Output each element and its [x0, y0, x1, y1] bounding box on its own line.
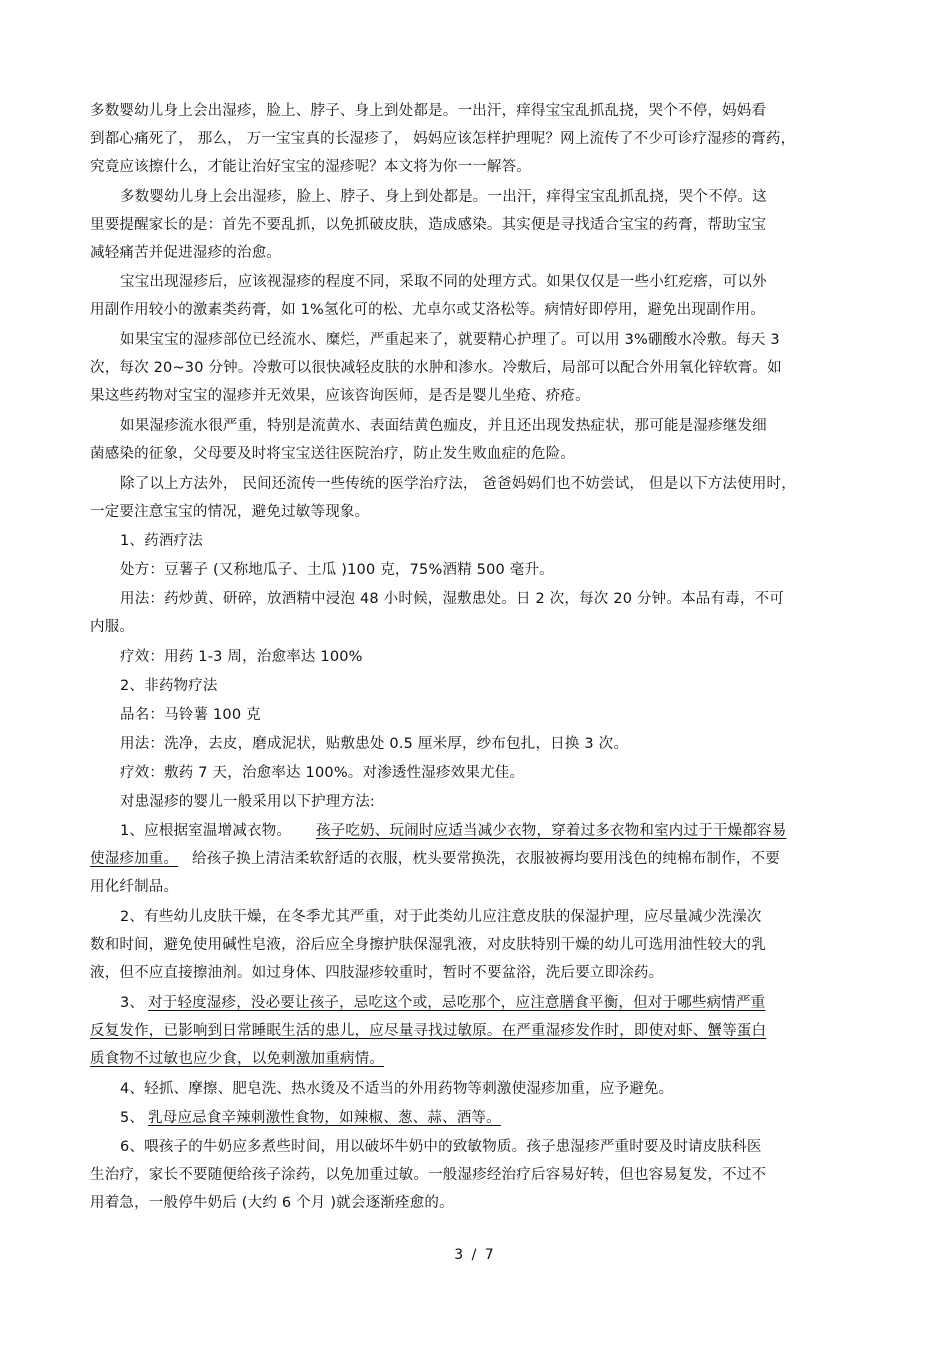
paragraph-line: 一定要注意宝宝的情况，避免过敏等现象。 [90, 504, 370, 520]
list-item-lead: 1、应根据室温增减衣物。 [120, 823, 292, 839]
paragraph-line: 宝宝出现湿疹后，应该视湿疹的程度不同，采取不同的处理方式。如果仅仅是一些小红疙瘩，可以外 [120, 274, 767, 290]
paragraph-line: 液，但不应直接擦油剂。如过身体、四肢湿疹较重时，暂时不要盆浴，洗后要立即涂药。 [90, 965, 664, 981]
underlined-text: 使湿疹加重。 [90, 851, 179, 867]
paragraph-line: 对患湿疹的婴儿一般采用以下护理方法: [120, 794, 375, 810]
paragraph-line: 菌感染的征象，父母要及时将宝宝送往医院治疗，防止发生败血症的危险。 [90, 446, 576, 462]
paragraph-line: 用化纤制品。 [90, 879, 179, 895]
paragraph-line: 减轻痛苦并促进湿疹的治愈。 [90, 245, 282, 261]
underlined-text: 质食物不过敏也应少食，以免刺激加重病情。 [90, 1051, 384, 1067]
paragraph-line: 内服。 [90, 619, 135, 635]
paragraph-line: 到都心痛死了， 那么， 万一宝宝真的长湿疹了， 妈妈应该怎样护理呢？网上流传了不少可诊疗湿疹的膏药， [90, 131, 796, 147]
paragraph-line: 如果宝宝的湿疹部位已经流水、糜烂，严重起来了，就要精心护理了。可以用 3%硼酸水冷敷。每天 3 [120, 332, 780, 348]
underlined-text: 乳母应忌食辛辣刺激性食物，如辣椒、葱、蒜、酒等。 [148, 1110, 501, 1126]
section-heading: 2、非药物疗法 [120, 678, 218, 694]
underlined-text: 反复发作，已影响到日常睡眠生活的患儿，应尽量寻找过敏原。在严重湿疹发作时，即使对虾、蟹等蛋白 [90, 1023, 767, 1039]
paragraph-line: 2、有些幼儿皮肤干燥，在冬季尤其严重，对于此类幼儿应注意皮肤的保湿护理，应尽量减少洗澡次 [120, 909, 762, 925]
paragraph-line: 疗效：敷药 7 天，治愈率达 100%。对渗透性湿疹效果尤佳。 [120, 765, 525, 781]
paragraph-line: 用副作用较小的激素类药膏，如 1%氢化可的松、尤卓尔或艾洛松等。病情好即停用，避免出现副作用。 [90, 302, 766, 318]
paragraph-line: 除了以上方法外， 民间还流传一些传统的医学治疗法， 爸爸妈妈们也不妨尝试， 但是以下方法使用时， [120, 476, 796, 492]
paragraph-line: 6、喂孩子的牛奶应多煮些时间，用以破坏牛奶中的致敏物质。孩子患湿疹严重时要及时请皮肤科医 [120, 1139, 762, 1155]
paragraph-line: 用法：洗净，去皮，磨成泥状，贴敷患处 0.5 厘米厚，纱布包扎，日换 3 次。 [120, 736, 629, 752]
paragraph-line: 多数婴幼儿身上会出湿疹，脸上、脖子、身上到处都是。一出汗，痒得宝宝乱抓乱挠，哭个不停。这 [120, 189, 767, 205]
paragraph-line: 给孩子换上清洁柔软舒适的衣服，枕头要常换洗，衣服被褥均要用浅色的纯棉布制作，不要 [192, 851, 780, 867]
underlined-text: 对于轻度湿疹，没必要让孩子，忌吃这个或，忌吃那个，应注意膳食平衡，但对于哪些病情严重 [148, 995, 766, 1011]
paragraph-line: 用着急，一般停牛奶后 (大约 6 个月 )就会逐渐痊愈的。 [90, 1195, 454, 1211]
paragraph-line: 疗效：用药 1-3 周，治愈率达 100% [120, 649, 363, 665]
section-heading: 1、药酒疗法 [120, 533, 203, 549]
paragraph-line: 次，每次 20~30 分钟。冷敷可以很快减轻皮肤的水肿和渗水。冷敷后，局部可以配合外用氧化锌软膏。如 [90, 360, 782, 376]
paragraph-line: 用法：药炒黄、研碎，放酒精中浸泡 48 小时候，湿敷患处。日 2 次，每次 20 分钟。本品有毒，不可 [120, 591, 784, 607]
paragraph-line: 究竟应该擦什么，才能让治好宝宝的湿疹呢？本文将为你一一解答。 [90, 159, 531, 175]
paragraph-line: 多数婴幼儿身上会出湿疹，脸上、脖子、身上到处都是。一出汗，痒得宝宝乱抓乱挠，哭个不停，妈妈看 [90, 103, 767, 119]
list-item-lead: 5、 [120, 1110, 145, 1126]
paragraph-line: 处方：豆薯子 (又称地瓜子、土瓜 )100 克，75%酒精 500 毫升。 [120, 562, 554, 578]
paragraph-line: 如果湿疹流水很严重，特别是流黄水、表面结黄色痂皮，并且还出现发热症状，那可能是湿疹继发细 [120, 418, 767, 434]
list-item-lead: 3、 [120, 995, 145, 1011]
page-number: 3 / 7 [454, 1247, 496, 1263]
paragraph-line: 里要提醒家长的是：首先不要乱抓，以免抓破皮肤，造成感染。其实便是寻找适合宝宝的药膏，帮助宝宝 [90, 217, 767, 233]
paragraph-line: 4、轻抓、摩擦、肥皂洗、热水烫及不适当的外用药物等刺激使湿疹加重，应予避免。 [120, 1081, 674, 1097]
paragraph-line: 数和时间，避免使用碱性皂液，浴后应全身擦护肤保湿乳液，对皮肤特别干燥的幼儿可选用油性较大的乳 [90, 937, 767, 953]
paragraph-line: 生治疗，家长不要随便给孩子涂药，以免加重过敏。一般湿疹经治疗后容易好转，但也容易复发，不过不 [90, 1167, 767, 1183]
paragraph-line: 品名：马铃薯 100 克 [120, 707, 261, 723]
underlined-text: 孩子吃奶、玩闹时应适当减少衣物，穿着过多衣物和室内过于干燥都容易 [316, 823, 787, 839]
paragraph-line: 果这些药物对宝宝的湿疹并无效果，应该咨询医师，是否是婴儿坐疮、疥疮。 [90, 388, 590, 404]
